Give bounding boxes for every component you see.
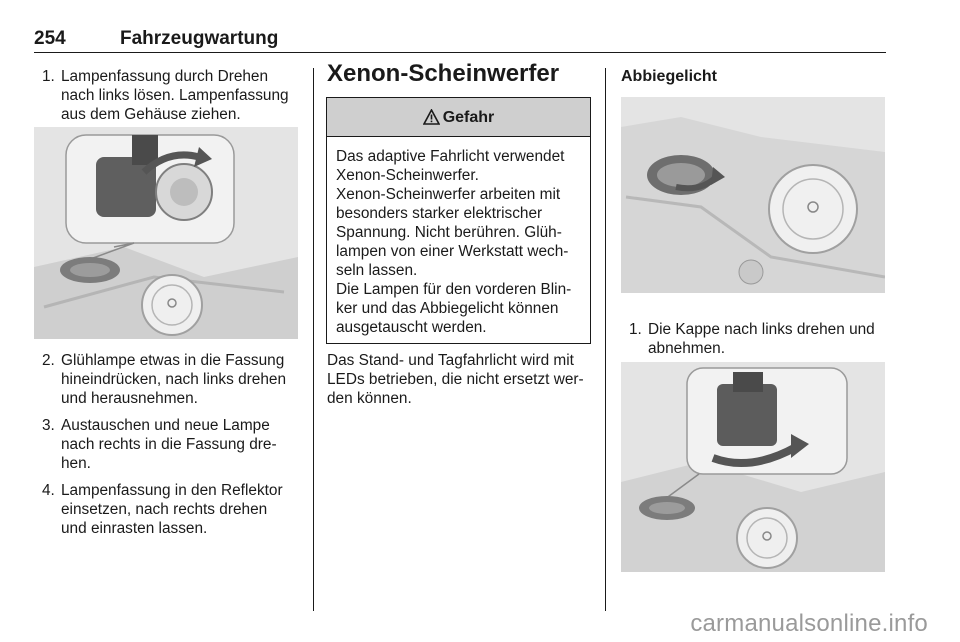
column-divider [313,68,314,611]
lamp-socket-illustration [34,127,298,339]
step-list [34,67,304,124]
warning-paragraph: Die Lampen für den vorderen Blin- ker und das Abbiegelicht können ausgetauscht werden. [336,281,572,336]
left-column-lower [34,351,304,546]
warning-header [327,98,590,137]
list-item: 1. Lampenfassung durch Drehen nach links lösen. Lampenfassung aus dem Gehäuse ziehen. [42,68,289,123]
step-list [621,320,886,358]
list-item: 3. Austauschen und neue Lampe nach rechts in die Fassung dre- hen. [42,417,277,472]
right-column-steps [621,320,886,366]
page-number: 254 [34,28,66,49]
step-number: 2. [42,352,55,369]
middle-column [327,60,595,87]
step-number: 3. [42,417,55,434]
led-note: Das Stand- und Tagfahrlicht wird mit LEDs betrieben, die nicht ersetzt wer- den können. [327,352,584,407]
step-number: 1. [629,321,642,338]
step-list [34,351,304,538]
step-number: 4. [42,482,55,499]
warning-body [327,137,590,337]
warning-title: Gefahr [442,108,495,126]
left-column [34,67,304,132]
cap-removal-illustration [621,362,885,572]
right-column [621,67,886,86]
list-item: 4. Lampenfassung in den Reflektor einsetzen, nach rechts drehen und einrasten lassen. [42,482,283,537]
step-number: 1. [42,68,55,85]
section-heading: Xenon-Scheinwerfer [327,60,560,87]
warning-paragraph: Das adaptive Fahrlicht verwendet Xenon-Scheinwerfer. [336,148,565,184]
list-item: 2. Glühlampe etwas in die Fassung hineindrücken, nach links drehen und herausnehmen. [42,352,287,407]
chapter-title: Fahrzeugwartung [120,28,279,49]
cornering-light-illustration [621,97,885,293]
column-divider [605,68,606,611]
watermark: carmanualsonline.info [690,610,928,637]
list-item: 1. Die Kappe nach links drehen und abnehmen. [629,321,875,357]
section-subheading: Abbiegelicht [621,68,718,85]
warning-box [326,97,591,344]
warning-triangle-icon [423,109,440,125]
warning-paragraph: Xenon-Scheinwerfer arbeiten mit besonders starker elektrischer Spannung. Nicht berühren. Glüh- lampen von einer Werkstatt wech- seln lassen. [336,186,569,279]
page-header [34,26,886,53]
